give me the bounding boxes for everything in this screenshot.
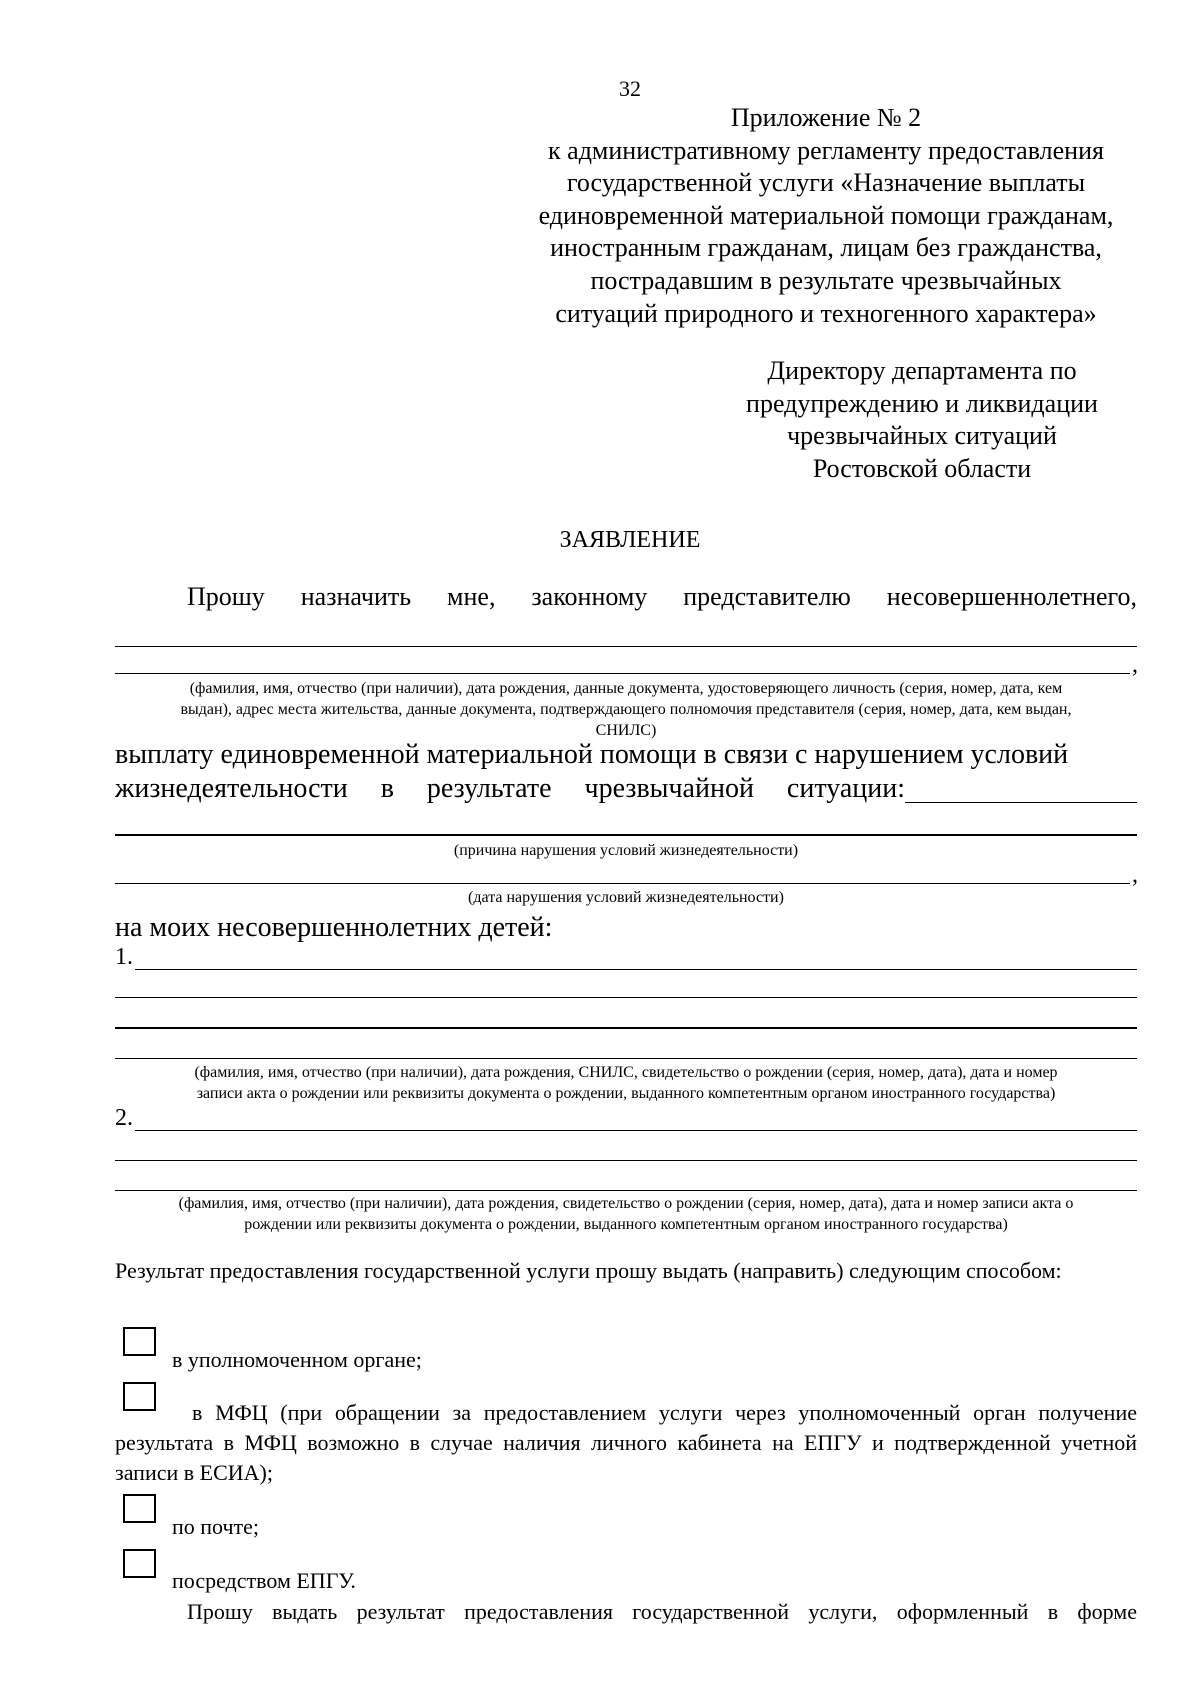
child-1-caption [115,1062,1137,1104]
annex-line: к административному регламенту предоставления [548,135,1104,165]
final-paragraph: Прошу выдать результат предоставления государственной услуги, оформленный в форме [187,1599,1137,1624]
child-1-field-line-1[interactable] [135,969,1137,970]
document-title: ЗАЯВЛЕНИЕ [559,527,701,553]
child-2-field-line-3[interactable] [115,1190,1137,1191]
representative-field-line-2[interactable] [115,673,1130,674]
caption-line: (фамилия, имя, отчество (при наличии), дата рождения, свидетельство о рождении (серия, номер, дата), дата и номер записи акта о [178,1195,1074,1212]
annex-line: государственной услуги «Назначение выплаты [566,168,1086,198]
annex-line: ситуаций природного и техногенного характера» [555,298,1097,328]
caption-line: (фамилия, имя, отчество (при наличии), дата рождения, данные документа, удостоверяющего личность (серия, номер, дата, кем [189,680,1063,697]
authority-option-label: в уполномоченном органе; [172,1347,422,1372]
comma: , [1132,652,1138,678]
child-1-field-line-3[interactable] [115,1027,1137,1029]
caption-line: (фамилия, имя, отчество (при наличии), дата рождения, СНИЛС, свидетельство о рождении (серия, номер, дата), дата и номер [194,1064,1058,1081]
child-2-field-line-2[interactable] [115,1160,1137,1161]
addressee-line: предупреждению и ликвидации [746,388,1098,418]
page-number: 32 [619,76,641,101]
children-heading: на моих несовершеннолетних детей: [115,912,553,943]
addressee-line: чрезвычайных ситуаций [787,421,1057,451]
epgu-checkbox[interactable] [123,1549,156,1578]
representative-field-line-1[interactable] [115,646,1137,647]
child-2-number: 2. [115,1105,133,1131]
annex-line: единовременной материальной помощи гражданам, [538,200,1114,230]
caption-line: рождении или реквизиты документа о рождении, выданного компетентным органом иностранного государства) [244,1216,1008,1233]
annex-line: пострадавшим в результате чрезвычайных [590,265,1062,295]
annex-line: Приложение № 2 [730,103,922,132]
epgu-option-label: посредством ЕПГУ. [172,1568,356,1593]
caption-line: записи акта о рождении или реквизиты документа о рождении, выданного компетентным органом иностранного государства) [196,1085,1056,1102]
caption-line: выдан), адрес места жительства, данные документа, подтверждающего полномочия представителя (серия, номер, дата, кем выдан, [180,701,1072,718]
child-1-number: 1. [115,944,133,970]
comma: , [1132,862,1138,888]
mfc-option-label: в МФЦ (при обращении за предоставлением услуги через уполномоченный орган получение результата в МФЦ возможно в случае наличия личного кабинета на ЕПГУ и подтвержденной учетной записи в ЕСИА); [115,1400,1137,1485]
caption-line: СНИЛС) [595,722,657,739]
reason-caption: (причина нарушения условий жизнедеятельности) [453,842,799,859]
child-1-field-line-2[interactable] [115,997,1137,998]
emergency-reason-field-line[interactable] [115,834,1137,836]
emergency-date-field-line[interactable] [115,883,1130,884]
annex-line: иностранным гражданам, лицам без гражданства, [550,233,1102,263]
payment-text-line-1: выплату единовременной материальной помощи в связи с нарушением условий [115,739,1069,770]
mail-option-label: по почте; [172,1514,260,1539]
addressee-block [706,355,1138,485]
child-2-caption [115,1193,1137,1235]
result-method-text: Результат предоставления государственной услуги прошу выдать (направить) следующим способом: [115,1258,1062,1283]
child-1-field-line-4[interactable] [115,1058,1137,1059]
mail-checkbox[interactable] [123,1494,156,1523]
annex-header [516,102,1136,330]
addressee-line: Директору департамента по [767,356,1077,385]
addressee-line: Ростовской области [812,453,1032,483]
intro-paragraph: Прошу назначить мне, законному представителю несовершеннолетнего, [187,582,1137,611]
emergency-field-line-inline[interactable] [905,802,1137,803]
child-2-field-line-1[interactable] [135,1130,1137,1131]
payment-text-line-2: жизнедеятельности в результате чрезвычайной ситуации: [115,773,905,804]
date-caption: (дата нарушения условий жизнедеятельности) [468,889,784,906]
representative-caption [115,678,1137,741]
authority-checkbox[interactable] [123,1327,156,1356]
